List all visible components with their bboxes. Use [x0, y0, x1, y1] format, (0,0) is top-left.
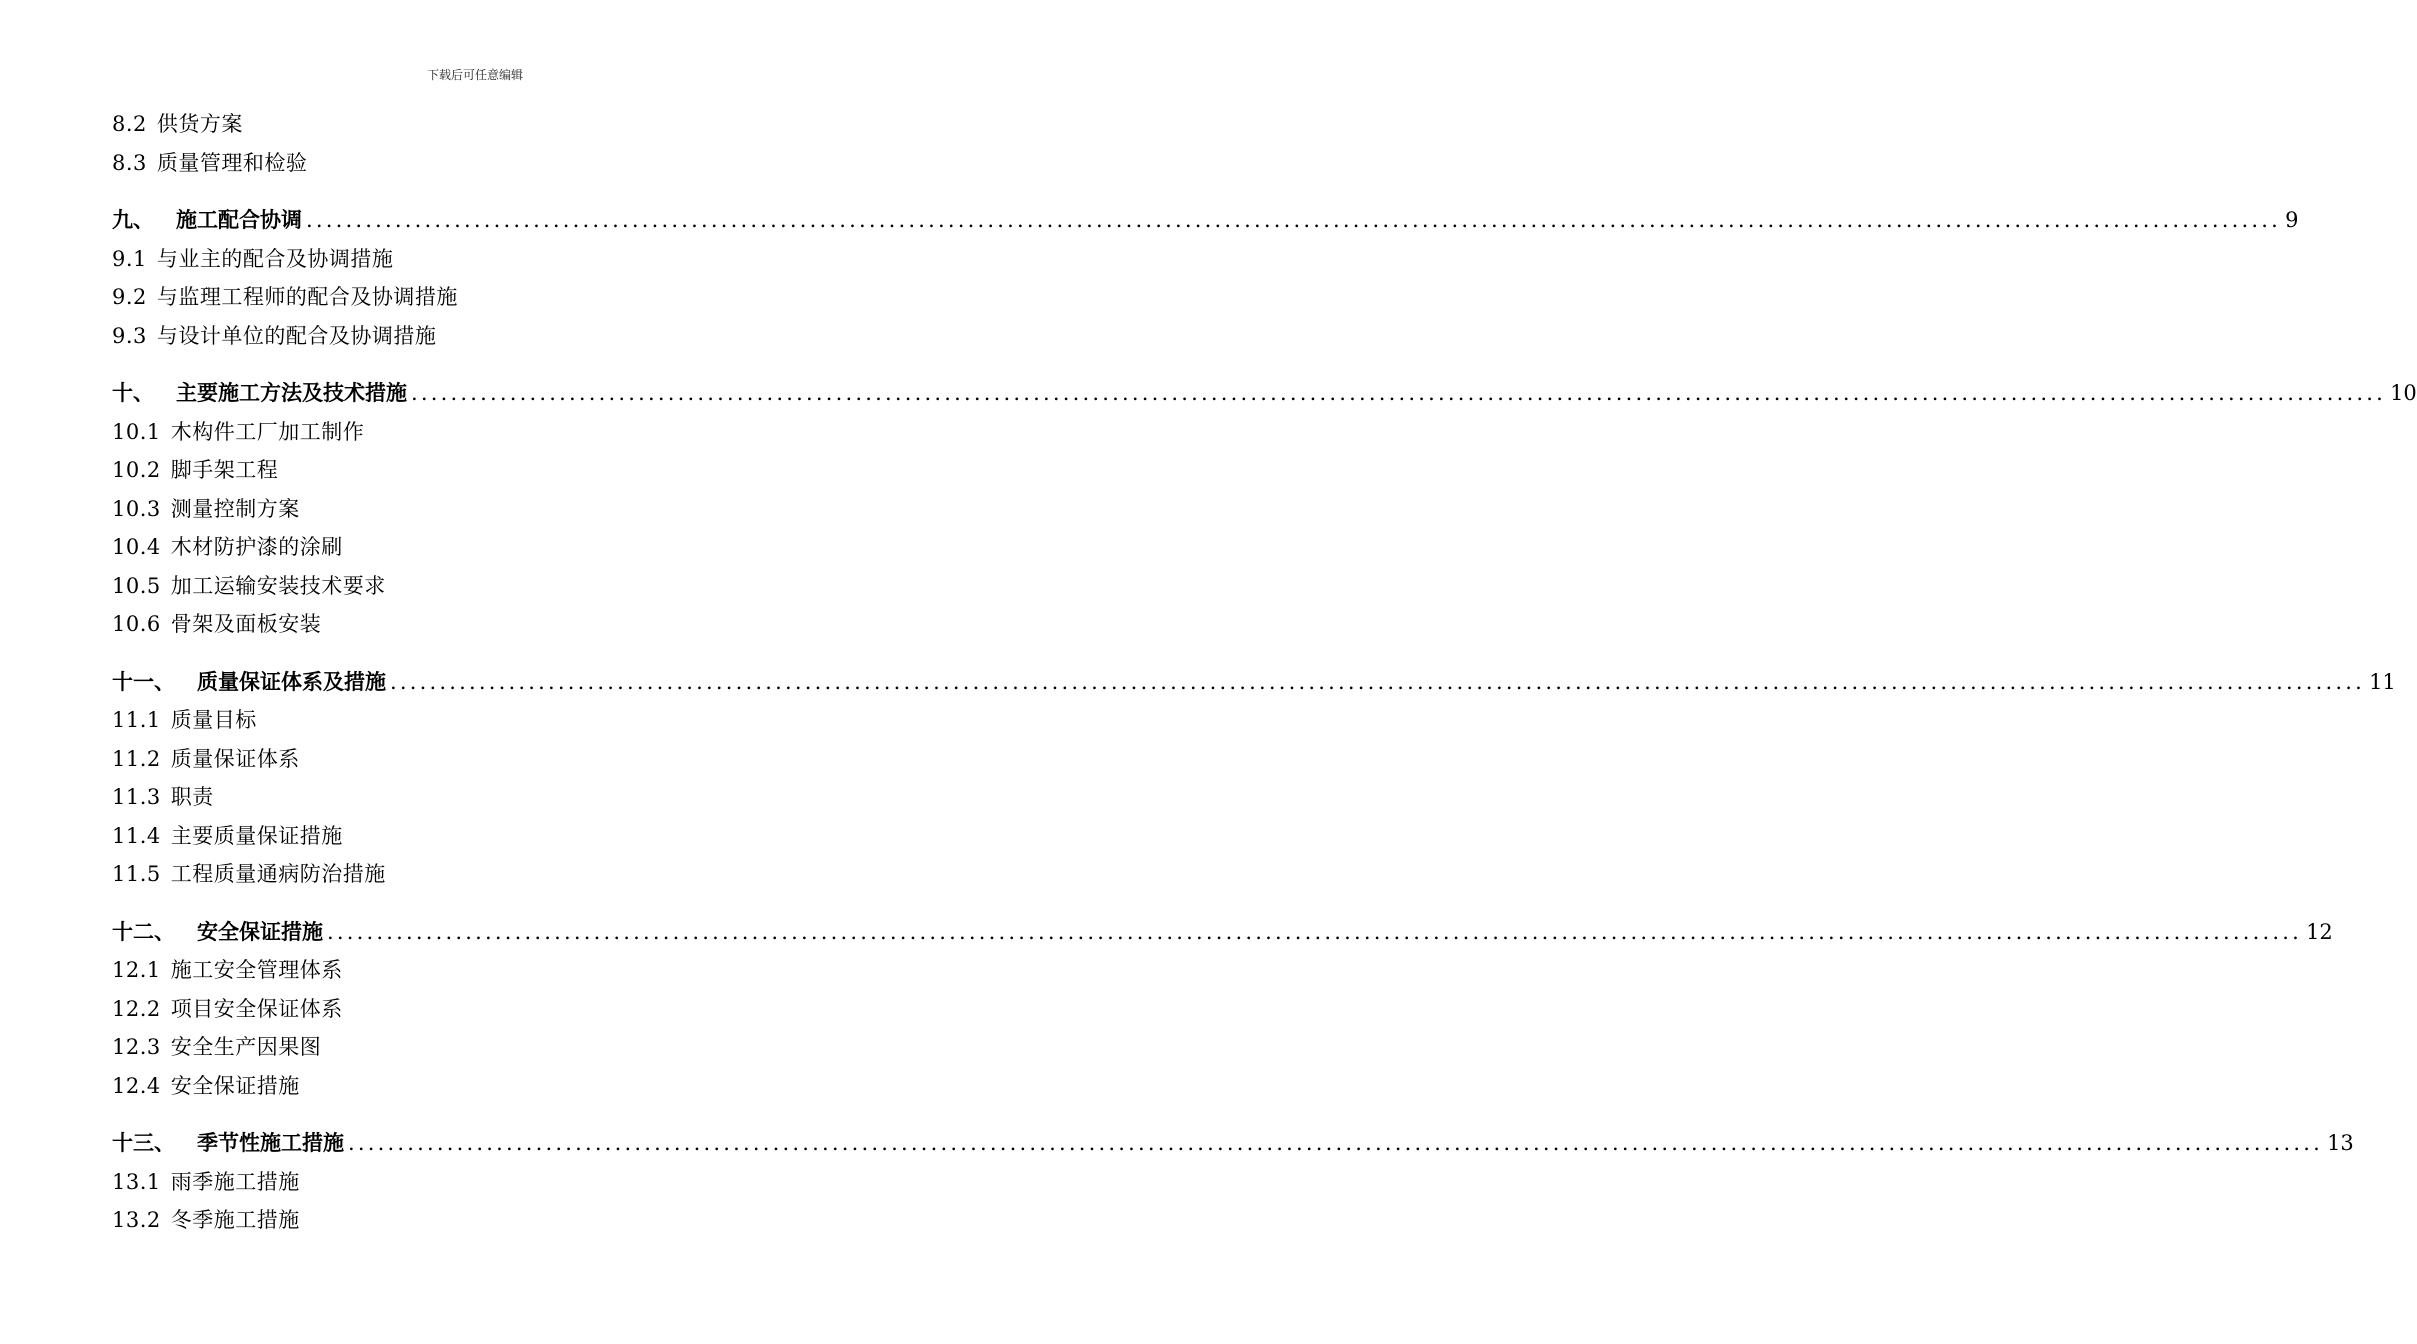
chapter-number: 十、 — [112, 380, 154, 405]
toc-section-entry[interactable] — [112, 951, 860, 990]
section-number: 12.3 — [112, 1035, 161, 1059]
section-title: 冬季施工措施 — [170, 1208, 300, 1232]
page-header: 下载后可任意编辑 — [426, 68, 523, 82]
toc-section-entry[interactable] — [112, 1028, 860, 1067]
section-number: 10.4 — [112, 535, 161, 559]
section-title: 与监理工程师的配合及协调措施 — [156, 285, 458, 309]
section-number: 11.2 — [112, 746, 161, 771]
chapter-number: 十二、 — [112, 918, 175, 944]
leader-dots: ........................................................................................................................................................................................................ — [390, 669, 2366, 694]
chapter-title: 季节性施工措施 — [197, 1130, 344, 1155]
toc-section-entry[interactable] — [112, 278, 860, 317]
section-number: 13.2 — [112, 1208, 161, 1232]
section-number: 9.2 — [112, 285, 147, 309]
section-title: 主要质量保证措施 — [170, 823, 343, 848]
toc-chapter-entry[interactable] — [112, 374, 2417, 413]
section-number: 12.1 — [112, 958, 161, 982]
toc-chapter-entry[interactable] — [112, 913, 2333, 952]
section-number: 9.3 — [112, 323, 147, 348]
toc-section-entry[interactable] — [112, 817, 860, 856]
page-number: 13 — [2327, 1131, 2354, 1155]
section-number: 11.3 — [112, 785, 161, 809]
toc-chapter-entry[interactable] — [112, 1124, 2354, 1163]
toc-section-entry[interactable] — [112, 240, 860, 279]
section-number: 10.1 — [112, 419, 161, 444]
section-title: 施工安全管理体系 — [170, 958, 343, 982]
page-number: 9 — [2285, 208, 2299, 232]
leader-dots: ........................................................................................................................................................................................................ — [327, 919, 2303, 944]
toc-chapter-entry[interactable] — [112, 663, 2396, 702]
page-number: 11 — [2369, 669, 2396, 694]
toc-section-entry[interactable] — [112, 413, 860, 452]
toc-section-entry[interactable] — [112, 990, 860, 1029]
page-number: 12 — [2306, 919, 2333, 944]
toc-section-entry[interactable] — [112, 740, 860, 779]
toc-section-entry[interactable] — [112, 1163, 860, 1202]
toc-section-entry[interactable] — [112, 1201, 860, 1240]
section-title: 木材防护漆的涂刷 — [170, 535, 343, 559]
section-title: 质量管理和检验 — [156, 150, 308, 175]
section-title: 雨季施工措施 — [170, 1169, 300, 1194]
toc-section-entry[interactable] — [112, 451, 860, 490]
chapter-title: 施工配合协调 — [176, 207, 302, 232]
toc-section-entry[interactable] — [112, 778, 860, 817]
section-number: 10.5 — [112, 573, 161, 598]
section-number: 11.1 — [112, 708, 161, 732]
section-number: 8.2 — [112, 112, 147, 136]
section-title: 供货方案 — [156, 112, 243, 136]
section-title: 质量目标 — [170, 708, 257, 732]
table-of-contents — [112, 105, 2417, 1240]
section-number: 13.1 — [112, 1169, 161, 1194]
toc-section-entry[interactable] — [112, 144, 860, 183]
chapter-title: 安全保证措施 — [197, 918, 323, 944]
toc-section-entry[interactable] — [112, 528, 860, 567]
toc-section-entry[interactable] — [112, 490, 860, 529]
chapter-number: 十三、 — [112, 1130, 175, 1155]
section-number: 8.3 — [112, 150, 147, 175]
section-title: 与业主的配合及协调措施 — [156, 246, 394, 271]
page-number: 10 — [2390, 381, 2417, 405]
chapter-title: 质量保证体系及措施 — [197, 668, 386, 694]
section-title: 质量保证体系 — [170, 746, 300, 771]
toc-section-entry[interactable] — [112, 1067, 860, 1106]
section-number: 11.4 — [112, 823, 161, 848]
toc-section-entry[interactable] — [112, 105, 860, 144]
toc-section-entry[interactable] — [112, 567, 860, 606]
toc-section-entry[interactable] — [112, 605, 860, 644]
section-number: 10.6 — [112, 612, 161, 636]
section-title: 安全保证措施 — [170, 1073, 300, 1098]
toc-chapter-entry[interactable] — [112, 201, 2299, 240]
leader-dots: ........................................................................................................................................................................................................ — [306, 208, 2282, 232]
section-title: 测量控制方案 — [170, 496, 300, 521]
leader-dots: ........................................................................................................................................................................................................ — [411, 381, 2387, 405]
section-number: 12.2 — [112, 996, 161, 1021]
section-title: 加工运输安装技术要求 — [170, 573, 386, 598]
section-number: 10.2 — [112, 458, 161, 482]
chapter-title: 主要施工方法及技术措施 — [176, 380, 407, 405]
leader-dots: ........................................................................................................................................................................................................ — [348, 1131, 2324, 1155]
section-title: 项目安全保证体系 — [170, 996, 343, 1021]
section-title: 骨架及面板安装 — [170, 612, 322, 636]
chapter-number: 九、 — [112, 207, 154, 232]
chapter-number: 十一、 — [112, 668, 175, 694]
section-title: 与设计单位的配合及协调措施 — [156, 323, 437, 348]
section-number: 10.3 — [112, 496, 161, 521]
section-number: 9.1 — [112, 246, 147, 271]
toc-section-entry[interactable] — [112, 317, 860, 356]
toc-section-entry[interactable] — [112, 855, 860, 894]
section-title: 安全生产因果图 — [170, 1035, 322, 1059]
section-title: 木构件工厂加工制作 — [170, 419, 365, 444]
section-title: 职责 — [170, 785, 214, 809]
section-title: 工程质量通病防治措施 — [170, 862, 386, 886]
section-title: 脚手架工程 — [170, 458, 279, 482]
section-number: 12.4 — [112, 1073, 161, 1098]
toc-section-entry[interactable] — [112, 701, 860, 740]
section-number: 11.5 — [112, 862, 161, 886]
